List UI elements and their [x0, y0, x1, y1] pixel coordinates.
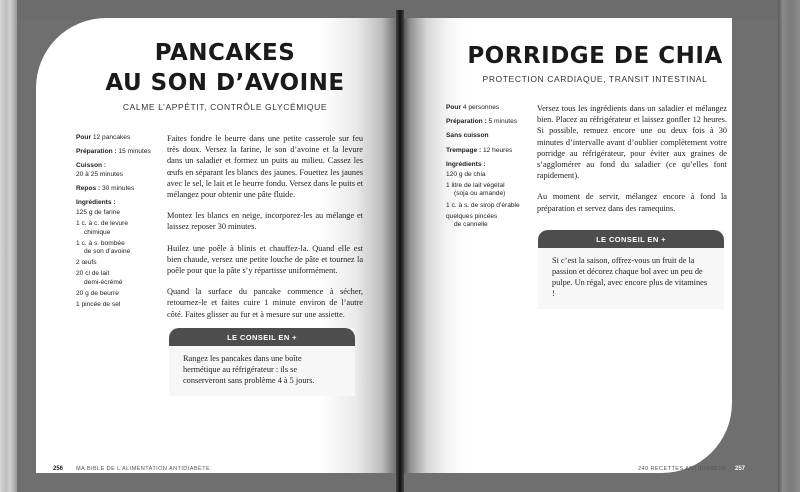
prep-label: Préparation :	[76, 148, 117, 156]
left-title-line2: AU SON D’AVOINE	[105, 70, 345, 96]
scan-edge-left	[0, 0, 17, 492]
rest-value: 30 minutes	[100, 184, 135, 192]
tip-text: Si c’est la saison, offrez-vous un fruit de la passion et décorez chaque bol avec un peu de pulpe. Un régal, avec encore plus de vitamines !	[552, 256, 708, 298]
step-paragraph: Versez tous les ingrédients dans un saladier et mélangez bien. Placez au réfrigérateur et laissez gonfler 12 heures. Si possible, remuez encore une ou deux fois à 30 minutes d’intervalle avant d’oublier complètement votre porridge au réfrigérateur, pour éviter aux graines de s’agglomérer au fond du saladier (ce qu’elles font rapidement).	[537, 104, 727, 181]
servings-label: Pour	[76, 134, 92, 141]
ingredient-item: 1 c. à c. de levure	[76, 220, 129, 228]
ingredients-label: Ingrédients :	[76, 199, 116, 207]
left-recipe-title	[60, 38, 390, 98]
ingredient-item: 1 c. à s. bombée	[76, 239, 125, 247]
scan-edge-right	[778, 0, 800, 492]
left-running-title: MA BIBLE DE L’ALIMENTATION ANTIDIABÈTE	[76, 466, 211, 472]
left-tip-box	[169, 328, 355, 396]
right-tip-box	[538, 230, 724, 309]
prep-value: 5 minutes	[486, 118, 518, 126]
cook-value: 20 à 25 minutes	[76, 170, 123, 178]
servings-label: Pour	[446, 104, 462, 111]
soak-time	[446, 147, 534, 155]
ingredient-item: 125 g de farine	[76, 209, 120, 217]
prep-value: 15 minutes	[116, 148, 151, 156]
ingredient-item: 20 cl de lait	[76, 270, 110, 278]
tip-text: Rangez les pancakes dans une boîte hermétique au réfrigérateur : ils se conserveront sans problème 4 à 5 jours.	[183, 354, 315, 385]
left-page-number: 256	[53, 466, 64, 472]
ingredients-list	[76, 199, 158, 309]
soak-label: Trempage :	[446, 146, 482, 154]
left-recipe-steps	[167, 133, 363, 330]
soak-value: 12 heures	[481, 146, 513, 154]
right-recipe-subtitle: PROTECTION CARDIAQUE, TRANSIT INTESTINAL	[482, 74, 708, 84]
tip-header: LE CONSEIL EN +	[169, 328, 355, 346]
rest-time	[76, 185, 158, 193]
ingredient-item: 2 œufs	[76, 259, 97, 267]
cook-time	[446, 132, 534, 140]
ingredient-item: 1 pincée de sel	[76, 301, 121, 309]
book-gutter	[396, 10, 404, 492]
tip-header: LE CONSEIL EN +	[538, 230, 724, 248]
cook-label: Cuisson :	[76, 162, 107, 170]
prep-time	[76, 148, 158, 156]
prep-label: Préparation :	[446, 118, 487, 126]
left-recipe-subtitle: CALME L’APPÉTIT, CONTRÔLE GLYCÉMIQUE	[122, 102, 328, 112]
ingredient-item-cont: de cannelle	[454, 221, 488, 229]
ingredient-item: 1 litre de lait végétal	[446, 182, 505, 190]
ingredient-item: 20 g de beurre	[76, 289, 119, 297]
step-paragraph: Montez les blancs en neige, incorporez-les au mélange et laissez reposer 30 minutes.	[167, 211, 363, 232]
ingredient-item-cont: chimique	[84, 228, 111, 236]
rest-label: Repos :	[76, 184, 101, 192]
step-paragraph: Faites fondre le beurre dans une petite casserole sur feu très doux. Versez la farine, le son d’avoine et la levure dans un saladier et formez un puits au milieu. Cassez les œufs en séparant les blancs des jaunes. Fouettez les jaunes avec le sel, le lait et le beurre fondu. Versez dans le puits et mélangez pour obtenir une pâte fluide.	[167, 134, 363, 200]
ingredients-list	[446, 161, 534, 229]
servings-value: 12 pancakes	[91, 134, 131, 141]
right-recipe-title: PORRIDGE DE CHIA	[467, 43, 723, 69]
right-running-title: 240 RECETTES ANTIDIABÈTE	[638, 466, 727, 472]
ingredient-item: 120 g de chia	[446, 171, 486, 179]
cook-label: Sans cuisson	[446, 132, 489, 140]
ingredients-label: Ingrédients :	[446, 160, 486, 168]
ingredient-item: 1 c. à s. de sirop d’érable	[446, 201, 520, 209]
ingredient-item-cont: de son d’avoine	[84, 248, 131, 256]
ingredient-item: quelques pincées	[446, 212, 498, 220]
servings	[76, 134, 158, 142]
servings-value: 4 personnes	[461, 104, 500, 111]
right-recipe-steps	[537, 103, 727, 224]
cook-time	[76, 162, 158, 178]
ingredient-item-cont: (soja ou amande)	[454, 190, 506, 198]
step-paragraph: Quand la surface du pancake commence à sécher, retournez-le et faites cuire 1 minute environ de l’autre côté. Faites glisser au fur et à mesure sur une assiette.	[167, 287, 363, 319]
right-page-number: 257	[735, 466, 746, 472]
ingredient-item-cont: demi-écrémé	[84, 278, 123, 286]
right-recipe-meta	[446, 104, 534, 229]
prep-time	[446, 118, 534, 126]
left-recipe-meta	[76, 134, 158, 312]
left-title-line1: PANCAKES	[154, 40, 296, 66]
step-paragraph: Au moment de servir, mélangez encore à fond la préparation et servez dans des ramequins.	[537, 192, 727, 213]
servings	[446, 104, 534, 112]
step-paragraph: Huilez une poêle à blinis et chauffez-la. Quand elle est bien chaude, versez une petite louche de pâte et tournez la poêle pour que la pâte s’y répartisse uniformément.	[167, 243, 363, 276]
